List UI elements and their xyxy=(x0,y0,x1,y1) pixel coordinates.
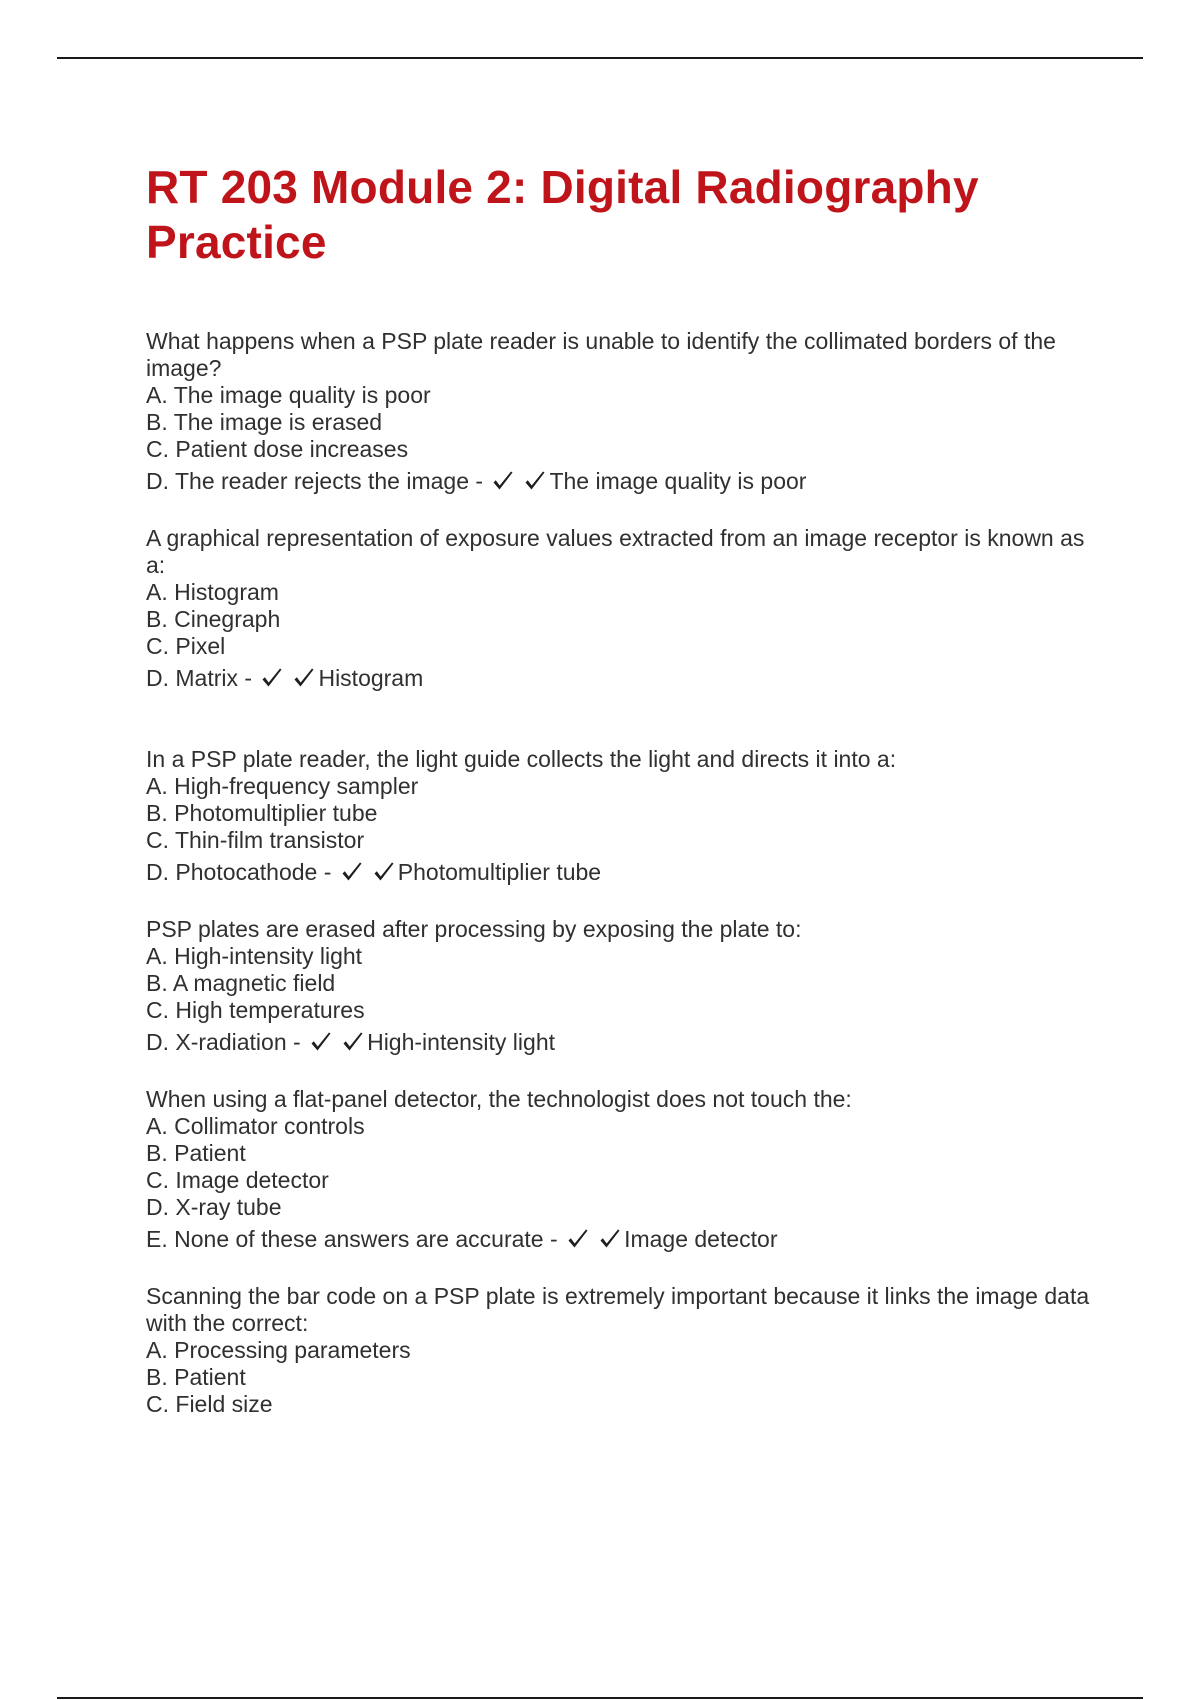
answer-separator: - xyxy=(317,859,338,885)
option-d: D. Matrix xyxy=(146,665,238,691)
check-icon xyxy=(523,469,547,493)
option-list xyxy=(146,579,1106,693)
correct-answer: High-intensity light xyxy=(367,1029,555,1055)
option-list xyxy=(146,773,1106,887)
option-list xyxy=(146,943,1106,1057)
option-last-with-answer xyxy=(146,857,1106,887)
answer-separator: - xyxy=(286,1029,308,1055)
option-list xyxy=(146,1337,1106,1418)
check-icon xyxy=(372,860,396,884)
option-b: B. A magnetic field xyxy=(146,970,336,996)
question-stem: PSP plates are erased after processing by exposing the plate to: xyxy=(146,916,802,942)
option-a: A. Processing parameters xyxy=(146,1337,411,1363)
option-a: A. High-intensity light xyxy=(146,943,363,969)
question-stem: A graphical representation of exposure values extracted from an image receptor is known as a: xyxy=(146,525,1085,578)
correct-answer: The image quality is poor xyxy=(549,468,807,494)
correct-answer: Photomultiplier tube xyxy=(397,859,602,885)
question-stem: In a PSP plate reader, the light guide collects the light and directs it into a: xyxy=(146,746,897,772)
check-icon xyxy=(309,1030,333,1054)
option-e: E. None of these answers are accurate xyxy=(146,1226,544,1252)
option-d: D. X-radiation xyxy=(146,1029,287,1055)
check-icon xyxy=(341,1030,365,1054)
question-stem: Scanning the bar code on a PSP plate is extremely important because it links the image data with the correct: xyxy=(146,1283,1090,1336)
option-b: B. Patient xyxy=(146,1140,246,1166)
option-b: B. The image is erased xyxy=(146,409,383,435)
check-icon xyxy=(340,860,364,884)
option-b: B. Cinegraph xyxy=(146,606,281,632)
check-icon xyxy=(491,469,515,493)
correct-answer: Histogram xyxy=(318,665,424,691)
question-stem: What happens when a PSP plate reader is unable to identify the collimated borders of the image? xyxy=(146,328,1056,381)
answer-separator: - xyxy=(543,1226,565,1252)
check-icon xyxy=(292,666,316,690)
option-a: A. High-frequency sampler xyxy=(146,773,419,799)
option-a: A. Histogram xyxy=(146,579,279,605)
option-a: A. The image quality is poor xyxy=(146,382,431,408)
option-c: C. Field size xyxy=(146,1391,273,1417)
option-d: D. The reader rejects the image xyxy=(146,468,470,494)
document-title: RT 203 Module 2: Digital Radiography Practice xyxy=(146,161,979,268)
question-1 xyxy=(146,328,1106,496)
option-list xyxy=(146,1113,1106,1254)
document-body xyxy=(146,160,1106,1418)
option-d: D. Photocathode xyxy=(146,859,318,885)
top-rule xyxy=(57,57,1143,59)
question-5 xyxy=(146,1086,1106,1254)
option-c: C. Patient dose increases xyxy=(146,436,409,462)
question-list xyxy=(146,328,1106,1418)
option-c: C. Thin-film transistor xyxy=(146,827,365,853)
question-stem: When using a flat-panel detector, the technologist does not touch the: xyxy=(146,1086,852,1112)
option-last-with-answer xyxy=(146,663,1106,693)
option-b: B. Photomultiplier tube xyxy=(146,800,378,826)
option-d: D. X-ray tube xyxy=(146,1194,282,1220)
option-last-with-answer xyxy=(146,466,1106,496)
correct-answer: Image detector xyxy=(624,1226,778,1252)
bottom-rule xyxy=(57,1697,1143,1699)
question-3 xyxy=(146,746,1106,887)
option-last-with-answer xyxy=(146,1027,1106,1057)
option-last-with-answer xyxy=(146,1224,1106,1254)
check-icon xyxy=(566,1227,590,1251)
check-icon xyxy=(598,1227,622,1251)
option-c: C. Pixel xyxy=(146,633,226,659)
option-list xyxy=(146,382,1106,496)
answer-separator: - xyxy=(238,665,259,691)
option-b: B. Patient xyxy=(146,1364,246,1390)
question-4 xyxy=(146,916,1106,1057)
answer-separator: - xyxy=(469,468,490,494)
check-icon xyxy=(260,666,284,690)
option-a: A. Collimator controls xyxy=(146,1113,365,1139)
option-c: C. Image detector xyxy=(146,1167,329,1193)
question-6 xyxy=(146,1283,1106,1418)
question-2 xyxy=(146,525,1106,693)
option-c: C. High temperatures xyxy=(146,997,365,1023)
